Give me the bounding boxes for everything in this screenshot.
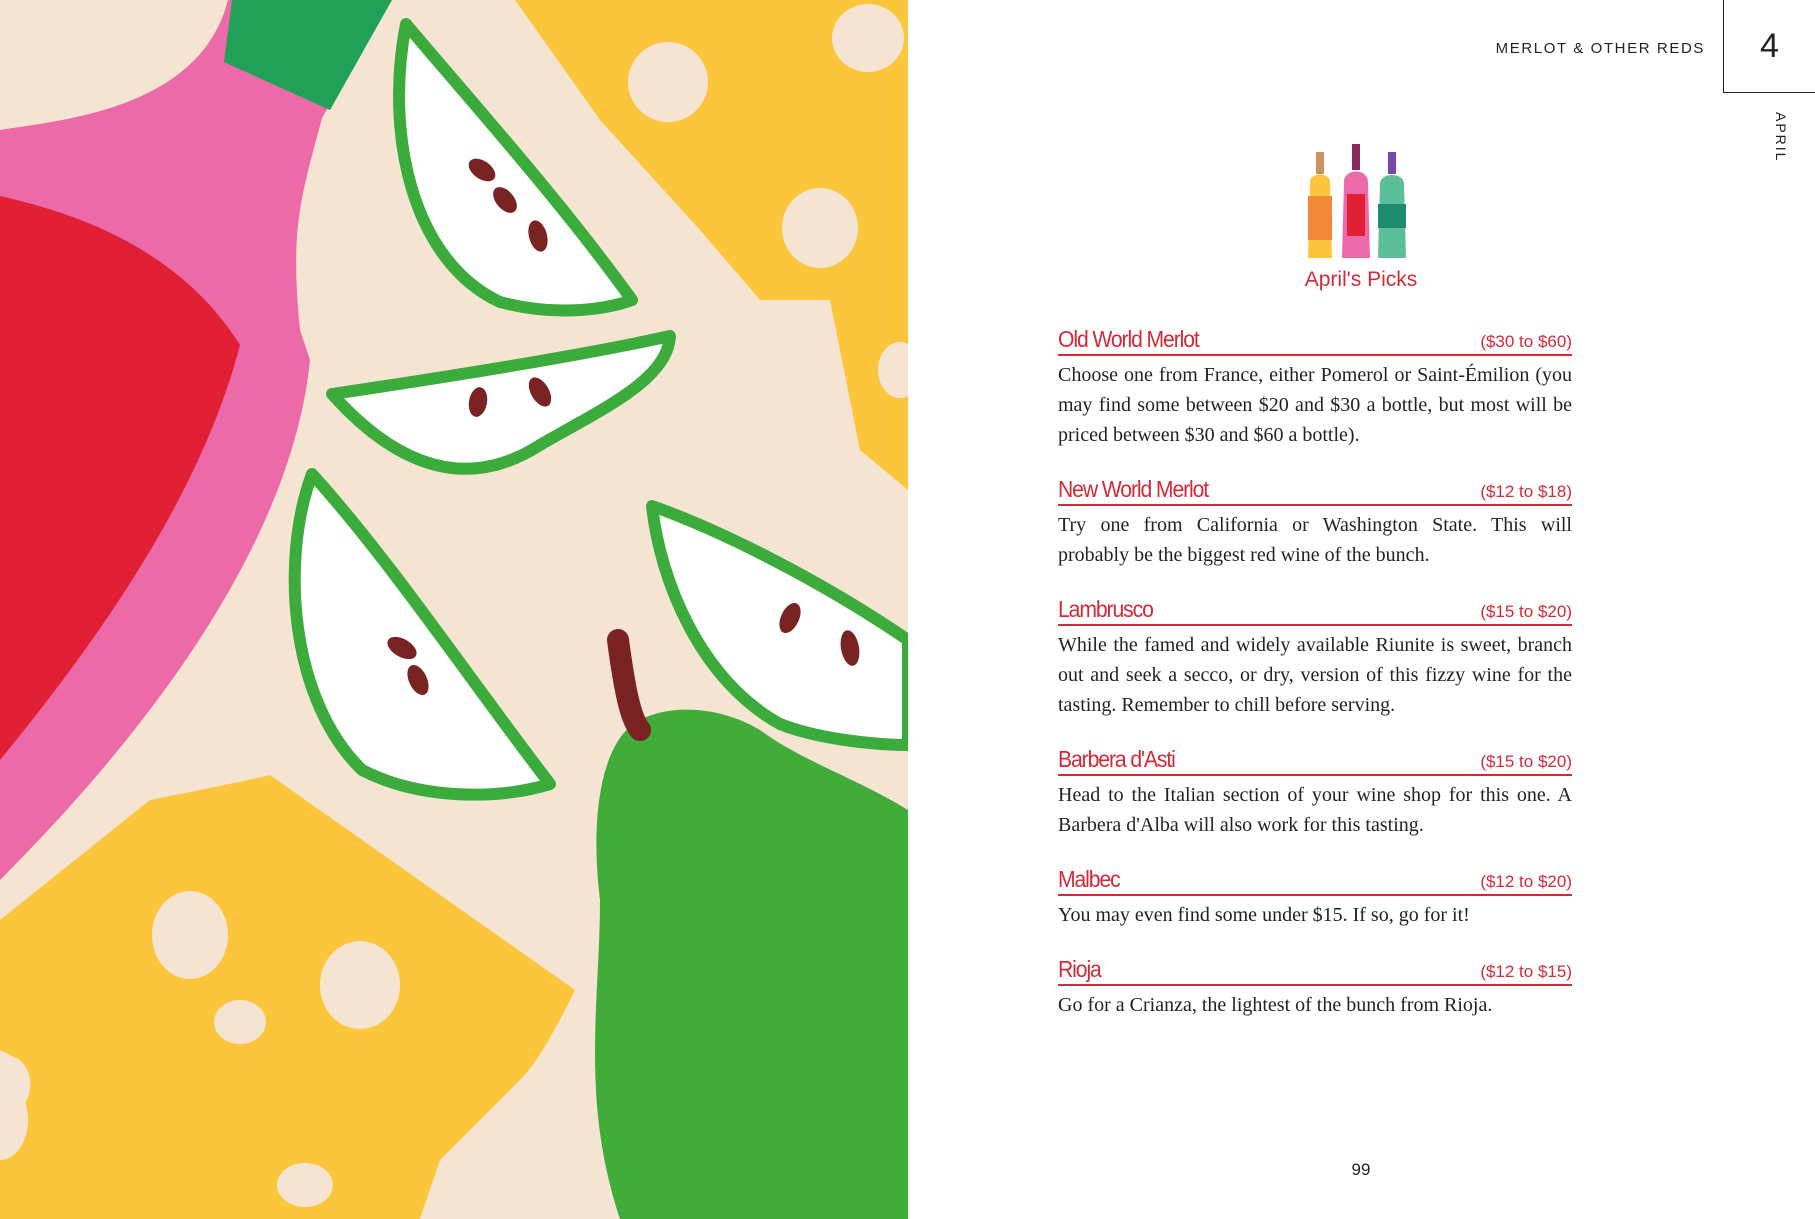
wine-pick-entry	[1058, 866, 1572, 930]
wine-name: Lambrusco	[1058, 596, 1153, 622]
wine-description: Head to the Italian section of your wine shop for this one. A Barbera d'Alba will also work for this tasting.	[1058, 784, 1572, 836]
wine-description: Go for a Crianza, the lightest of the bunch from Rioja.	[1058, 994, 1493, 1016]
wine-description: You may even find some under $15. If so, go for it!	[1058, 904, 1470, 926]
wine-description: Choose one from France, either Pomerol or Saint-Émilion (you may find some between $20 and $30 a bottle, but most will be priced between $30 and $60 a bottle).	[1058, 364, 1572, 446]
wine-price: ($15 to $20)	[1480, 752, 1572, 771]
wine-price: ($15 to $20)	[1480, 602, 1572, 621]
wine-pick-entry	[1058, 326, 1572, 450]
wine-pick-entry	[1058, 746, 1572, 840]
wine-pick-entry	[1058, 476, 1572, 570]
wine-pick-entry	[1058, 956, 1572, 1020]
picks-title: April's Picks	[1304, 268, 1418, 291]
wine-price: ($12 to $18)	[1480, 482, 1572, 501]
wine-name: New World Merlot	[1058, 476, 1209, 502]
running-head: MERLOT & OTHER REDS	[1495, 40, 1705, 57]
wine-description: While the famed and widely available Riunite is sweet, branch out and seek a secco, or dry, version of this fizzy wine for the tasting. Remember to chill before serving.	[1058, 634, 1572, 716]
wine-picks-list	[1058, 326, 1572, 1046]
wine-name: Old World Merlot	[1058, 326, 1199, 352]
wine-name: Rioja	[1058, 956, 1101, 982]
wine-description: Try one from California or Washington State. This will probably be the biggest red wine of the bunch.	[1058, 514, 1572, 566]
wine-bottles-icon	[1300, 142, 1424, 260]
wine-name: Barbera d'Asti	[1058, 746, 1175, 772]
text-page	[908, 0, 1815, 1219]
wine-pick-entry	[1058, 596, 1572, 720]
wine-price: ($12 to $15)	[1480, 962, 1572, 981]
wine-name: Malbec	[1058, 866, 1120, 892]
month-tab: APRIL	[1773, 112, 1789, 163]
page-number: 99	[1351, 1160, 1371, 1179]
chapter-number: 4	[1723, 0, 1815, 93]
wine-price: ($12 to $20)	[1480, 872, 1572, 891]
wine-price: ($30 to $60)	[1480, 332, 1572, 351]
